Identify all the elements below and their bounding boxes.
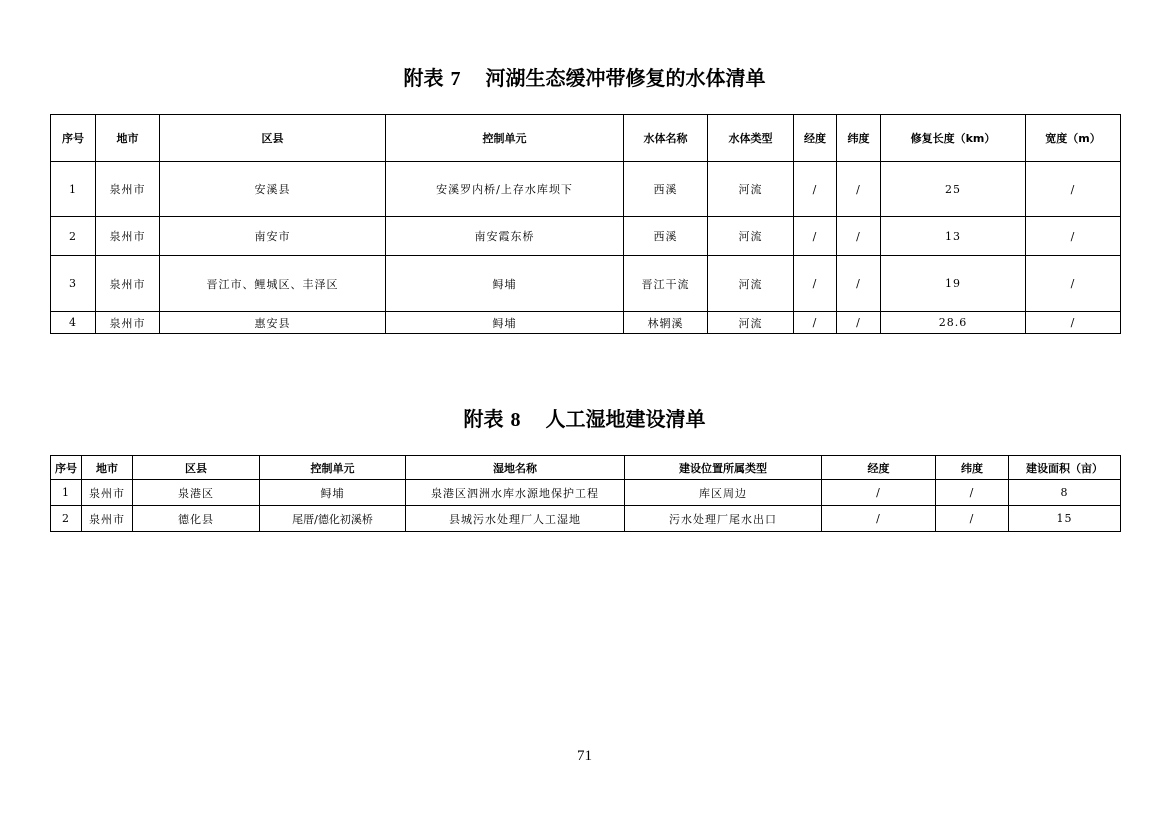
table-cell: 德化县 <box>133 506 260 532</box>
table8-header-row <box>51 456 1121 480</box>
table-cell: / <box>837 162 881 217</box>
table-cell: / <box>1026 217 1121 256</box>
table-cell: 污水处理厂尾水出口 <box>625 506 822 532</box>
table-cell: 河流 <box>708 256 794 312</box>
table-row <box>51 480 1121 506</box>
table7-header-cell: 水体类型 <box>708 115 794 162</box>
table-cell: 县城污水处理厂人工湿地 <box>406 506 625 532</box>
table-cell: 13 <box>881 217 1026 256</box>
table-cell: 2 <box>51 506 82 532</box>
table-cell: 8 <box>1009 480 1121 506</box>
table-cell: 河流 <box>708 312 794 334</box>
table7-title <box>0 62 1169 91</box>
table-row <box>51 312 1121 334</box>
table-cell: 南安市 <box>160 217 386 256</box>
table-cell: 25 <box>881 162 1026 217</box>
table-cell: 南安霞东桥 <box>386 217 624 256</box>
table7-header-cell: 纬度 <box>837 115 881 162</box>
table-cell: 泉州市 <box>96 312 160 334</box>
table7-title-number: 7 <box>450 68 461 90</box>
table-row <box>51 506 1121 532</box>
table-cell: 1 <box>51 480 82 506</box>
table-cell: 3 <box>51 256 96 312</box>
table7-header-cell: 控制单元 <box>386 115 624 162</box>
table-cell: 泉州市 <box>96 256 160 312</box>
table-cell: / <box>794 162 837 217</box>
table-cell: 西溪 <box>624 162 708 217</box>
table-cell: 泉州市 <box>96 217 160 256</box>
table7-header-cell: 序号 <box>51 115 96 162</box>
table8-header-cell: 建设位置所属类型 <box>625 456 822 480</box>
table7-header-cell: 地市 <box>96 115 160 162</box>
table-cell: / <box>1026 162 1121 217</box>
table8-header-cell: 区县 <box>133 456 260 480</box>
table-cell: / <box>794 312 837 334</box>
table-cell: 林辋溪 <box>624 312 708 334</box>
table-cell: 安溪罗内桥/上存水库坝下 <box>386 162 624 217</box>
table-cell: 泉港区 <box>133 480 260 506</box>
table8-header-cell: 经度 <box>822 456 936 480</box>
table8-header-cell: 序号 <box>51 456 82 480</box>
table8-header-cell: 建设面积（亩） <box>1009 456 1121 480</box>
wetland-table <box>50 455 1121 532</box>
table-cell: / <box>822 480 936 506</box>
table-cell: 惠安县 <box>160 312 386 334</box>
table-cell: / <box>936 506 1009 532</box>
table-cell: 西溪 <box>624 217 708 256</box>
table-cell: 1 <box>51 162 96 217</box>
table-cell: 河流 <box>708 217 794 256</box>
table-cell: / <box>1026 312 1121 334</box>
table7-header-cell: 经度 <box>794 115 837 162</box>
table-row <box>51 217 1121 256</box>
table-cell: 28.6 <box>881 312 1026 334</box>
table8-title-text: 人工湿地建设清单 <box>545 407 706 431</box>
table8-title-prefix: 附表 <box>463 407 504 431</box>
table-cell: 4 <box>51 312 96 334</box>
table8-title-number: 8 <box>510 409 521 431</box>
table-row <box>51 162 1121 217</box>
table-cell: 鲟埔 <box>386 256 624 312</box>
table8-title <box>0 403 1169 432</box>
table-cell: 泉港区泗洲水库水源地保护工程 <box>406 480 625 506</box>
table-cell: 19 <box>881 256 1026 312</box>
table8-header-cell: 纬度 <box>936 456 1009 480</box>
table8-header-cell: 地市 <box>82 456 133 480</box>
table-cell: 鲟埔 <box>260 480 406 506</box>
table-cell: / <box>822 506 936 532</box>
water-body-table <box>50 114 1121 334</box>
table-cell: 安溪县 <box>160 162 386 217</box>
table-cell: / <box>936 480 1009 506</box>
table8-header-cell: 湿地名称 <box>406 456 625 480</box>
table-cell: 尾厝/德化初溪桥 <box>260 506 406 532</box>
table-cell: / <box>794 256 837 312</box>
table-cell: 鲟埔 <box>386 312 624 334</box>
table-cell: 晋江市、鲤城区、丰泽区 <box>160 256 386 312</box>
table-cell: 2 <box>51 217 96 256</box>
table7-header-cell: 水体名称 <box>624 115 708 162</box>
table7-header-cell: 区县 <box>160 115 386 162</box>
table-cell: 泉州市 <box>96 162 160 217</box>
table-cell: / <box>794 217 837 256</box>
table7-title-prefix: 附表 <box>403 66 444 90</box>
table-row <box>51 256 1121 312</box>
table-cell: / <box>837 312 881 334</box>
table7-header-cell: 宽度（m） <box>1026 115 1121 162</box>
table-cell: / <box>837 256 881 312</box>
table-cell: 泉州市 <box>82 506 133 532</box>
page-number: 71 <box>577 748 592 764</box>
table-cell: 15 <box>1009 506 1121 532</box>
table-cell: / <box>1026 256 1121 312</box>
table-cell: 泉州市 <box>82 480 133 506</box>
table7-header-row <box>51 115 1121 162</box>
table8-header-cell: 控制单元 <box>260 456 406 480</box>
table7-title-text: 河湖生态缓冲带修复的水体清单 <box>485 66 766 90</box>
table-cell: 河流 <box>708 162 794 217</box>
table-cell: 晋江干流 <box>624 256 708 312</box>
table7-header-cell: 修复长度（km） <box>881 115 1026 162</box>
table-cell: / <box>837 217 881 256</box>
table-cell: 库区周边 <box>625 480 822 506</box>
